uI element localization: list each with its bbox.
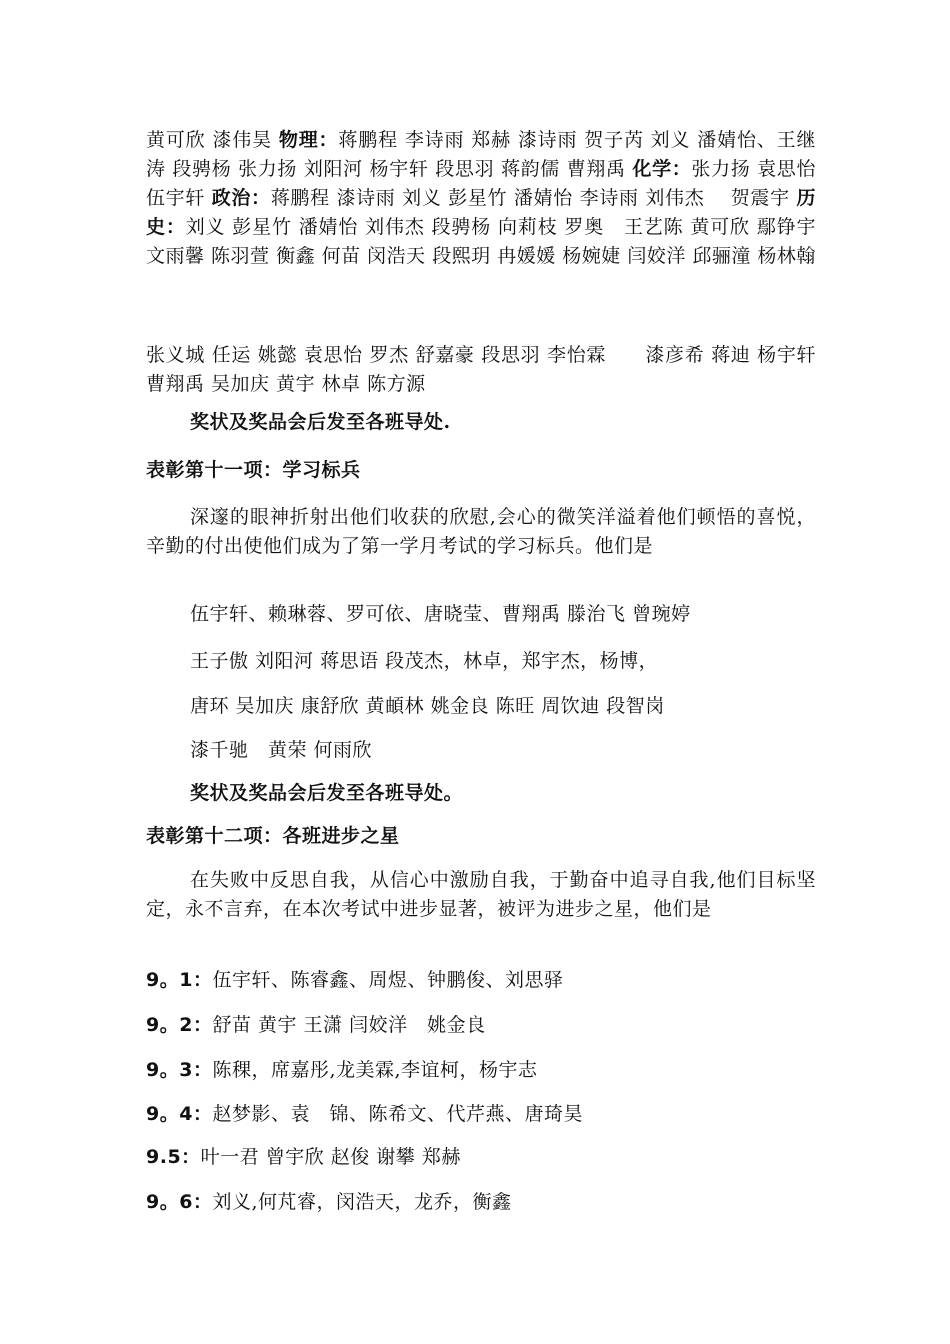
class-label: 9。3：: [146, 1059, 213, 1081]
chemistry-names: 张力扬 袁思怡 伍宇轩: [146, 158, 816, 209]
section-11-line: 伍宇轩、赖琳蓉、罗可依、唐晓莹、曹翔禹 滕治飞 曾琬婷: [190, 603, 691, 625]
section-11-line: 唐环 吴加庆 康舒欣 黄頔林 姚金良 陈旺 周饮迪 段智岗: [190, 695, 665, 717]
class-label: 9。2：: [146, 1014, 213, 1036]
class-row: [146, 1143, 461, 1172]
class-row: [146, 1188, 512, 1217]
class-label: 9.5：: [146, 1146, 201, 1168]
history-label: 历史：: [146, 187, 816, 238]
class-label: 9。4：: [146, 1103, 213, 1125]
section-11-intro: 深邃的眼神折射出他们收获的欣慰,会心的微笑洋溢着他们顿悟的喜悦，辛勤的付出使他们成为了第一学月考试的学习标兵。他们是: [146, 506, 816, 557]
class-names: 陈稞，席嘉彤,龙美霖,李谊柯，杨宇志: [212, 1059, 538, 1081]
names-text: 黄可欣 漆伟昊: [146, 129, 279, 151]
section-12-title: 表彰第十二项：各班进步之星: [146, 825, 400, 847]
chemistry-label: 化学：: [632, 158, 692, 180]
section-12-intro: 在失败中反思自我，从信心中激励自我，于勤奋中追寻自我,他们目标坚定，永不言弃，在本次考试中进步显著，被评为进步之星，他们是: [146, 869, 816, 920]
class-names: 舒苗 黄宇 王潇 闫姣洋 姚金良: [212, 1014, 486, 1036]
class-row: [146, 966, 563, 995]
class-label: 9。6：: [146, 1191, 213, 1213]
extra-names-paragraph: 张义城 任运 姚懿 袁思怡 罗杰 舒嘉豪 段思羽 李怡霖 漆彦希 蒋迪 杨宇轩 曹翔禹 吴加庆 黄宇 林卓 陈方源: [146, 344, 816, 395]
politics-label: 政治：: [211, 187, 271, 209]
class-row: [146, 1100, 583, 1129]
class-row: [146, 1011, 486, 1040]
award-note: 奖状及奖品会后发至各班导处.: [190, 411, 451, 433]
class-names: 刘义,何芃睿，闵浩天，龙乔，衡鑫: [212, 1191, 512, 1213]
award-note: 奖状及奖品会后发至各班导处。: [190, 782, 464, 804]
politics-names: 蒋鹏程 漆诗雨 刘义 彭星竹 潘婧怡 李诗雨 刘伟杰 贺震宇: [270, 187, 797, 209]
class-names: 伍宇轩、陈睿鑫、周煜、钟鹏俊、刘思驿: [212, 969, 564, 991]
section-11-line: 漆千驰 黄荣 何雨欣: [190, 739, 373, 761]
physics-names: 蒋鹏程 李诗雨 郑赫 漆诗雨 贺子芮 刘义 潘婧怡、王继涛 段骋杨 张力扬 刘阳河 杨宇轩 段思羽 蒋韵儒 曹翔禹: [146, 129, 816, 180]
class-row: [146, 1056, 538, 1085]
class-label: 9。1：: [146, 969, 213, 991]
section-11-title: 表彰第十一项：学习标兵: [146, 459, 361, 481]
section-11-line: 王子傲 刘阳河 蒋思语 段茂杰，林卓，郑宇杰，杨博，: [190, 650, 659, 672]
class-names: 叶一君 曾宇欣 赵俊 谢攀 郑赫: [200, 1146, 461, 1168]
history-names: 刘义 彭星竹 潘婧怡 刘伟杰 段骋杨 向莉枝 罗奥 王艺陈 黄可欣 鄢铮宇 文雨馨 陈羽萱 衡鑫 何苗 闵浩天 段熙玥 冉媛媛 杨婉婕 闫姣洋 邱骊潼 杨林翰: [146, 216, 816, 267]
class-names: 赵梦影、袁 锦、陈希文、代芹燕、唐琦昊: [212, 1103, 583, 1125]
subject-list-paragraph: [146, 126, 816, 271]
physics-label: 物理：: [278, 129, 339, 151]
